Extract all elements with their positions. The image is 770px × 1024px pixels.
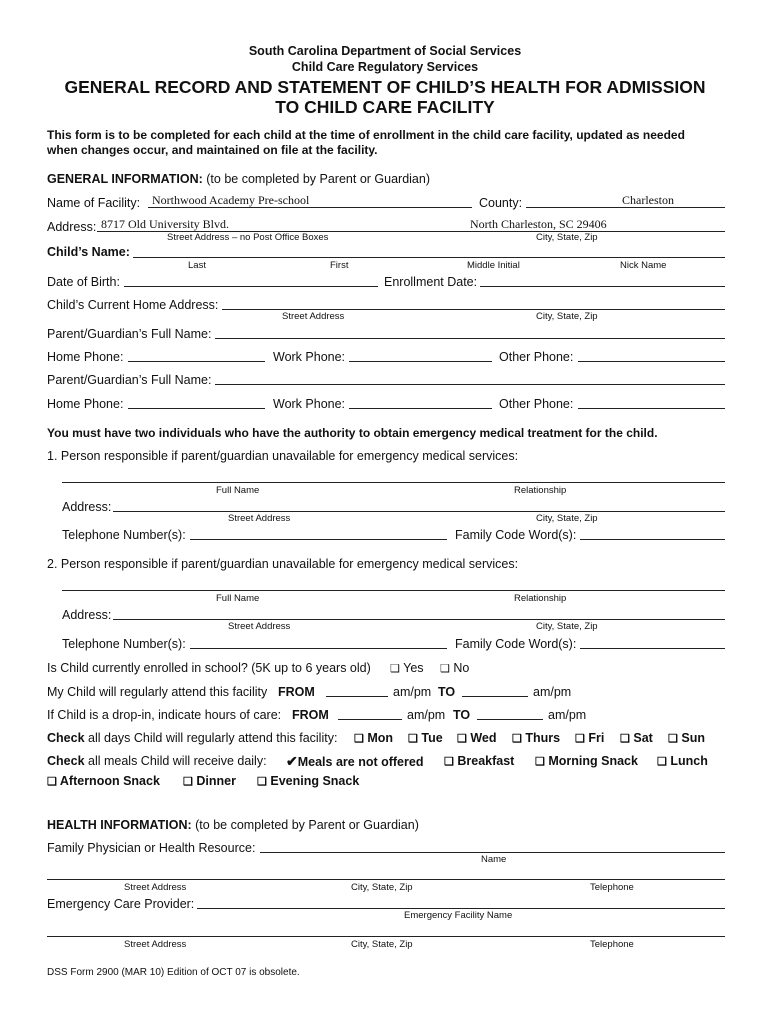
person1-phone-label: Telephone Number(s): xyxy=(62,528,186,542)
guardian1-field[interactable] xyxy=(215,338,725,339)
provider-address-field[interactable] xyxy=(47,936,725,937)
checkbox-icon[interactable]: ❑ xyxy=(444,756,454,768)
general-heading-label: GENERAL INFORMATION: xyxy=(47,172,203,186)
other-phone2-label: Other Phone: xyxy=(499,397,574,411)
person1-address-field[interactable] xyxy=(113,511,725,512)
dropin-from-label: FROM xyxy=(292,708,329,722)
form-title: GENERAL RECORD AND STATEMENT OF CHILD’S HEALTH FOR ADMISSION xyxy=(64,77,706,97)
dropin-to-field[interactable] xyxy=(477,719,543,720)
checkbox-icon[interactable]: ❑ xyxy=(620,733,630,745)
physician-label: Family Physician or Health Resource: xyxy=(47,841,256,855)
agency-name: South Carolina Department of Social Services xyxy=(248,44,522,58)
meal-breakfast[interactable] xyxy=(444,754,514,768)
physician-address-field[interactable] xyxy=(47,879,725,880)
day-label: Mon xyxy=(367,731,394,745)
person1-relationship-caption: Relationship xyxy=(514,485,567,496)
provider-name-field[interactable] xyxy=(197,908,725,909)
checkbox-icon[interactable]: ❑ xyxy=(183,776,193,788)
meal-lunch[interactable] xyxy=(657,754,708,768)
provider-street-caption: Street Address xyxy=(124,939,187,950)
checkbox-icon[interactable]: ❑ xyxy=(512,733,522,745)
physician-city-caption: City, State, Zip xyxy=(351,882,413,893)
county-value: Charleston xyxy=(622,193,674,207)
person2-street-caption: Street Address xyxy=(228,621,291,632)
caption-last: Last xyxy=(188,260,206,271)
form-footer: DSS Form 2900 (MAR 10) Edition of OCT 07 is obsolete. xyxy=(47,967,300,978)
enrollment-field[interactable] xyxy=(480,286,725,287)
meals-label-text: all meals Child will receive daily: xyxy=(88,754,267,768)
regular-from-ampm: am/pm xyxy=(393,685,432,699)
guardian1-label: Parent/Guardian’s Full Name: xyxy=(47,327,212,341)
person1-codeword-label: Family Code Word(s): xyxy=(455,528,577,542)
dropin-from-ampm: am/pm xyxy=(407,708,446,722)
day-tue[interactable] xyxy=(408,731,443,745)
regular-to-field[interactable] xyxy=(462,696,528,697)
checkbox-icon[interactable]: ❑ xyxy=(47,776,57,788)
home-phone1-field[interactable] xyxy=(128,361,265,362)
emergency-notice: You must have two individuals who have the authority to obtain emergency medical treatment for the child. xyxy=(47,426,658,440)
meal-label: Afternoon Snack xyxy=(59,774,160,788)
checkbox-icon[interactable]: ❑ xyxy=(440,663,450,675)
day-sat[interactable] xyxy=(620,731,653,745)
day-label: Tue xyxy=(421,731,443,745)
regular-to-ampm: am/pm xyxy=(533,685,572,699)
work-phone1-label: Work Phone: xyxy=(273,350,346,364)
meal-evening-snack[interactable] xyxy=(257,774,359,788)
person2-name-field[interactable] xyxy=(62,590,725,591)
person1-address-label: Address: xyxy=(62,500,112,514)
day-label: Sun xyxy=(681,731,705,745)
dropin-to-label: TO xyxy=(453,708,471,722)
person1-fullname-caption: Full Name xyxy=(216,485,260,496)
checkbox-icon[interactable]: ❑ xyxy=(354,733,364,745)
no-label: No xyxy=(453,661,470,675)
facility-label: Name of Facility: xyxy=(47,196,141,210)
general-info-heading xyxy=(47,172,430,186)
home-phone2-label: Home Phone: xyxy=(47,397,124,411)
dropin-to-ampm: am/pm xyxy=(548,708,587,722)
person2-relationship-caption: Relationship xyxy=(514,593,567,604)
day-label: Sat xyxy=(633,731,653,745)
work-phone2-field[interactable] xyxy=(349,408,492,409)
address-city-value: North Charleston, SC 29406 xyxy=(470,217,607,231)
other-phone1-field[interactable] xyxy=(578,361,725,362)
home-phone2-field[interactable] xyxy=(128,408,265,409)
address-label: Address: xyxy=(47,220,97,234)
meals-label xyxy=(47,754,267,768)
person1-codeword-field[interactable] xyxy=(580,539,725,540)
intro-text: This form is to be completed for each child at the time of enrollment in the child care facility, updated as needed xyxy=(47,128,685,142)
caption-first: First xyxy=(330,260,349,271)
guardian2-field[interactable] xyxy=(215,384,725,385)
county-label: County: xyxy=(479,196,523,210)
day-label: Thurs xyxy=(525,731,561,745)
person1-heading: 1. Person responsible if parent/guardian unavailable for emergency medical services: xyxy=(47,449,519,463)
checkbox-icon[interactable]: ❑ xyxy=(657,756,667,768)
checkbox-icon[interactable]: ❑ xyxy=(257,776,267,788)
checkbox-icon[interactable]: ❑ xyxy=(535,756,545,768)
check-mark-icon[interactable]: ✔ xyxy=(286,753,298,769)
person1-name-field[interactable] xyxy=(62,482,725,483)
general-heading-note: (to be completed by Parent or Guardian) xyxy=(206,172,430,186)
child-name-label: Child’s Name: xyxy=(47,245,130,259)
person2-heading: 2. Person responsible if parent/guardian unavailable for emergency medical services: xyxy=(47,557,519,571)
person2-phone-label: Telephone Number(s): xyxy=(62,637,186,651)
checkbox-icon[interactable]: ❑ xyxy=(575,733,585,745)
other-phone1-label: Other Phone: xyxy=(499,350,574,364)
meal-label: Evening Snack xyxy=(270,774,360,788)
meal-not-offered[interactable] xyxy=(286,753,423,770)
days-check-word: Check xyxy=(47,731,85,745)
checkbox-icon[interactable]: ❑ xyxy=(668,733,678,745)
division-name: Child Care Regulatory Services xyxy=(291,60,479,74)
provider-facility-caption: Emergency Facility Name xyxy=(404,910,513,921)
physician-name-field[interactable] xyxy=(260,852,725,853)
meal-label: Lunch xyxy=(670,754,708,768)
checkbox-icon[interactable]: ❑ xyxy=(390,663,400,675)
physician-name-caption: Name xyxy=(481,854,507,865)
regular-from-field[interactable] xyxy=(326,696,388,697)
meal-label: Breakfast xyxy=(457,754,515,768)
regular-from-label: FROM xyxy=(278,685,315,699)
yes-label: Yes xyxy=(403,661,424,675)
day-fri[interactable] xyxy=(575,731,604,745)
home-address-label: Child’s Current Home Address: xyxy=(47,298,219,312)
person2-address-field[interactable] xyxy=(113,619,725,620)
meal-dinner[interactable] xyxy=(183,774,236,788)
form-title-line2: TO CHILD CARE FACILITY xyxy=(275,97,495,117)
child-name-field[interactable] xyxy=(133,257,725,258)
health-heading-note: (to be completed by Parent or Guardian) xyxy=(195,818,419,832)
physician-street-caption: Street Address xyxy=(124,882,187,893)
day-sun[interactable] xyxy=(668,731,705,745)
work-phone1-field[interactable] xyxy=(349,361,492,362)
day-thurs[interactable] xyxy=(512,731,560,745)
home-address-field[interactable] xyxy=(222,309,725,310)
person2-codeword-field[interactable] xyxy=(580,648,725,649)
person2-phone-field[interactable] xyxy=(190,648,447,649)
health-heading-label: HEALTH INFORMATION: xyxy=(47,818,192,832)
school-no-option[interactable] xyxy=(440,661,469,675)
home-phone1-label: Home Phone: xyxy=(47,350,124,364)
person1-street-caption: Street Address xyxy=(228,513,291,524)
address-value: 8717 Old University Blvd. xyxy=(101,217,229,231)
meals-check-word: Check xyxy=(47,754,85,768)
facility-value: Northwood Academy Pre-school xyxy=(152,193,310,207)
intro-text-2: when changes occur, and maintained on file at the facility. xyxy=(47,143,378,157)
meal-label: Morning Snack xyxy=(548,754,638,768)
checkbox-icon[interactable]: ❑ xyxy=(408,733,418,745)
days-label-text: all days Child will regularly attend this facility: xyxy=(88,731,338,745)
dob-label: Date of Birth: xyxy=(47,275,120,289)
school-yes-option[interactable] xyxy=(390,661,424,675)
provider-city-caption: City, State, Zip xyxy=(351,939,413,950)
checkbox-icon[interactable]: ❑ xyxy=(457,733,467,745)
physician-phone-caption: Telephone xyxy=(590,882,634,893)
provider-label: Emergency Care Provider: xyxy=(47,897,195,911)
day-label: Wed xyxy=(470,731,497,745)
person2-codeword-label: Family Code Word(s): xyxy=(455,637,577,651)
work-phone2-label: Work Phone: xyxy=(273,397,346,411)
health-info-heading xyxy=(47,818,419,832)
address-caption: Street Address – no Post Office Boxes xyxy=(167,232,329,243)
dropin-label: If Child is a drop-in, indicate hours of care: xyxy=(47,708,282,722)
day-wed[interactable] xyxy=(457,731,497,745)
home-city-caption: City, State, Zip xyxy=(536,311,598,322)
meal-morning-snack[interactable] xyxy=(535,754,638,768)
person2-address-label: Address: xyxy=(62,608,112,622)
provider-phone-caption: Telephone xyxy=(590,939,634,950)
school-question: Is Child currently enrolled in school? (5K up to 6 years old) xyxy=(47,661,371,675)
regular-to-label: TO xyxy=(438,685,456,699)
day-label: Fri xyxy=(588,731,605,745)
guardian2-label: Parent/Guardian’s Full Name: xyxy=(47,373,212,387)
days-label xyxy=(47,731,337,745)
regular-attendance-label: My Child will regularly attend this facility xyxy=(47,685,268,699)
dropin-from-field[interactable] xyxy=(338,719,402,720)
person2-fullname-caption: Full Name xyxy=(216,593,260,604)
person1-city-caption: City, State, Zip xyxy=(536,513,598,524)
other-phone2-field[interactable] xyxy=(578,408,725,409)
enrollment-label: Enrollment Date: xyxy=(384,275,478,289)
person1-phone-field[interactable] xyxy=(190,539,447,540)
dob-field[interactable] xyxy=(124,286,378,287)
home-street-caption: Street Address xyxy=(282,311,345,322)
meal-afternoon-snack[interactable] xyxy=(47,774,160,788)
day-mon[interactable] xyxy=(354,731,393,745)
caption-middle: Middle Initial xyxy=(467,260,520,271)
caption-nick: Nick Name xyxy=(620,260,667,271)
meal-label: Dinner xyxy=(196,774,236,788)
address-city-caption: City, State, Zip xyxy=(536,232,598,243)
person2-city-caption: City, State, Zip xyxy=(536,621,598,632)
meal-label: Meals are not offered xyxy=(297,755,424,769)
